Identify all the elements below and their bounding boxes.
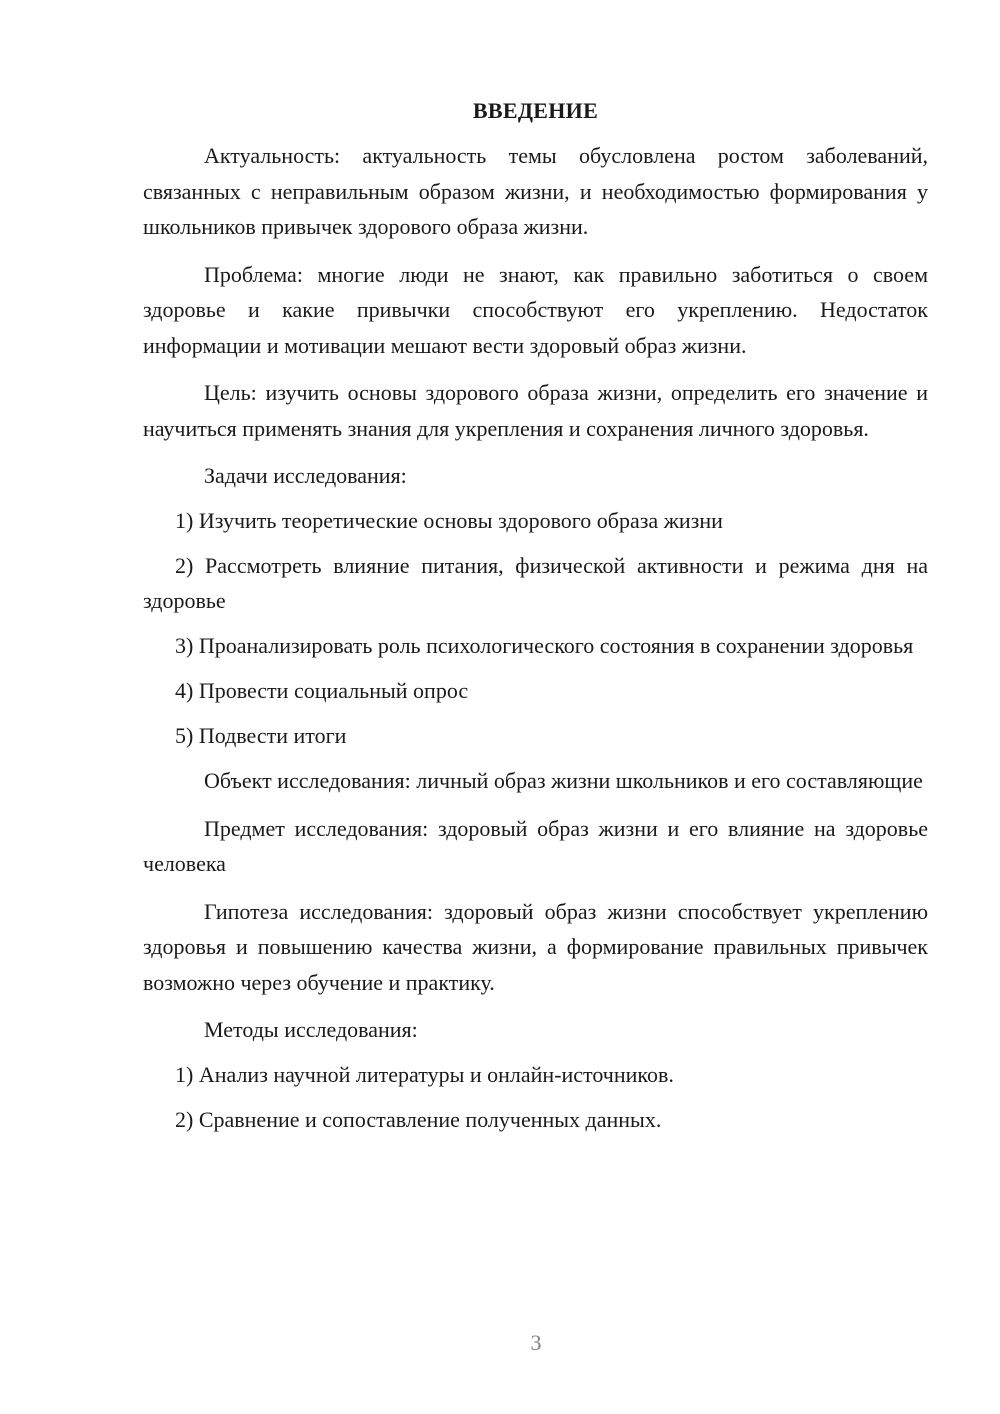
object-paragraph: Объект исследования: личный образ жизни школьников и его составляющие [204,768,923,793]
tasks-heading: Задачи исследования: [204,463,407,488]
task-item: 4) Провести социальный опрос [175,678,469,703]
page-number: 3 [530,1330,542,1355]
methods-heading: Методы исследования: [204,1017,418,1042]
relevance-paragraph: Актуальность: актуальность темы обусловлена ростом заболеваний, связанных с неправильным образом жизни, и необходимостью формирования у школьников привычек здорового образа жизни. [143,143,928,239]
task-item: 2) Рассмотреть влияние питания, физической активности и режима дня на здоровье [143,553,928,613]
method-item: 1) Анализ научной литературы и онлайн-источников. [175,1062,674,1087]
subject-paragraph: Предмет исследования: здоровый образ жизни и его влияние на здоровье человека [143,815,928,876]
task-item: 1) Изучить теоретические основы здорового образа жизни [175,508,723,533]
goal-paragraph: Цель: изучить основы здорового образа жизни, определить его значение и научиться применять знания для укрепления и сохранения личного здоровья. [143,380,928,441]
page-title: ВВЕДЕНИЕ [472,98,599,123]
method-item: 2) Сравнение и сопоставление полученных данных. [175,1107,662,1132]
hypothesis-paragraph: Гипотеза исследования: здоровый образ жизни способствует укреплению здоровья и повышению качества жизни, а формирование правильных привычек возможно через обучение и практику. [143,898,928,995]
document-page [143,96,928,1147]
task-item: 5) Подвести итоги [175,723,347,748]
task-item: 3) Проанализировать роль психологического состояния в сохранении здоровья [175,633,914,658]
problem-paragraph: Проблема: многие люди не знают, как правильно заботиться о своем здоровье и какие привычки способствуют его укреплению. Недостаток информации и мотивации мешают вести здоровый образ жизни. [143,261,928,358]
